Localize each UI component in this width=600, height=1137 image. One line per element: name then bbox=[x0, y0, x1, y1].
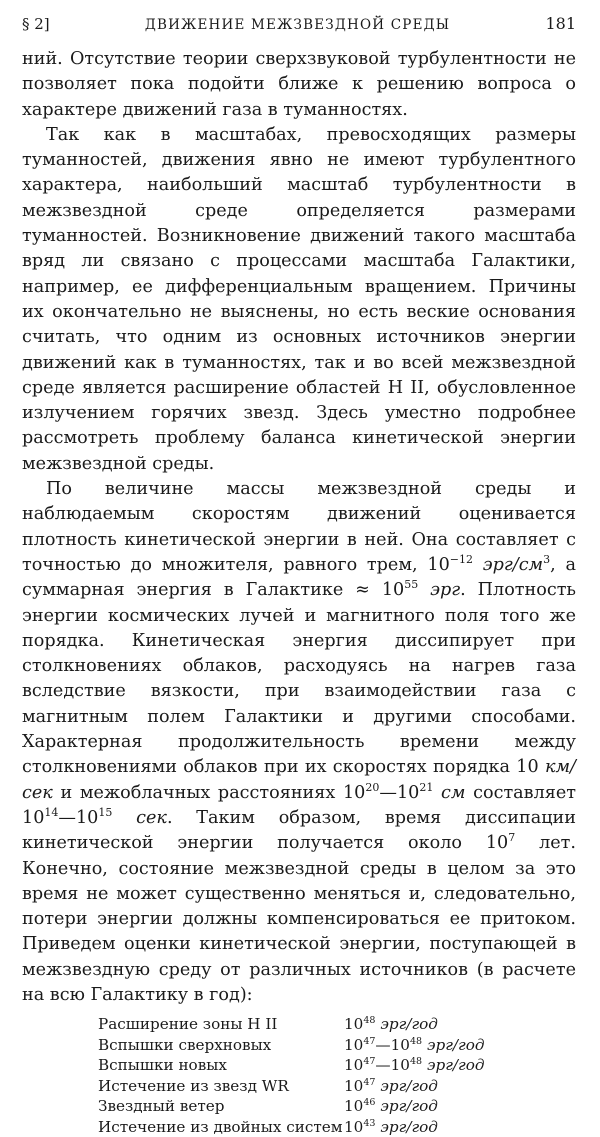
paragraph-turbulence-scale: Так как в масштабах, превосходящих размеры туманностей, движения явно не имеют турбулентного характера, наибольший масштаб турбулентности в межзвездной среде определяется размерами туманностей. Возникновение движений такого масштаба вряд ли связано с процессами масштаба Галактики, например, ее дифференциальным вращением. Причины их окончательно не выяснены, но есть веские основания считать, что одним из основных источников энергии движений как в туманностях, так и во всей межзвездной среде является расширение областей H II, обусловленное излучением горячих звезд. Здесь уместно подробнее рассмотреть проблему баланса кинетической энергии межзвездной среды. bbox=[22, 124, 576, 474]
energy-sources-table bbox=[98, 1014, 576, 1137]
value-base: —10 bbox=[375, 1056, 410, 1075]
text-run: —10 bbox=[379, 782, 420, 803]
exponent: 48 bbox=[363, 1015, 376, 1027]
exponent: 7 bbox=[508, 831, 516, 845]
unit: эрг/год bbox=[427, 1035, 485, 1054]
unit: км/сек bbox=[22, 757, 576, 803]
table-row bbox=[98, 1117, 576, 1137]
energy-value bbox=[344, 1035, 485, 1056]
text-run: . Плотность энергии космических лучей и магнитного поля того же порядка. Кинетическая энергия диссипирует при столкновениях облаков, расходуясь на нагрев газа вследствие вязкости, при взаимодействии газа с магнитным полем Галактики и другими способами. Характерная продолжительность времени между столкновениями облаков при их скоростях порядка 10 bbox=[22, 580, 577, 778]
energy-value bbox=[344, 1076, 438, 1097]
exponent: 14 bbox=[44, 806, 59, 820]
unit: эрг/год bbox=[380, 1076, 438, 1095]
value-base: 10 bbox=[344, 1117, 364, 1136]
value-base: —10 bbox=[375, 1035, 410, 1054]
source-name: Истечение из звезд WR bbox=[98, 1076, 289, 1095]
exponent: 15 bbox=[98, 806, 113, 820]
value-base: 10 bbox=[344, 1015, 364, 1034]
value-base: 10 bbox=[344, 1097, 364, 1116]
text-run: лет. Конечно, состояние межзвездной среды в целом за это время не может существенно меняться и, следовательно, потери энергии должны компенсироваться ее притоком. Приведем оценки кинетической энергии, поступающей в межзвездную среду от различных источников (в расчете на всю Галактику в год): bbox=[22, 833, 576, 1005]
unit: эрг/год bbox=[380, 1015, 438, 1034]
unit: сек bbox=[136, 807, 167, 828]
exponent: 48 bbox=[409, 1035, 423, 1047]
exponent: 47 bbox=[363, 1076, 376, 1088]
text-run: составляет 10 bbox=[22, 782, 576, 828]
exponent: 48 bbox=[409, 1056, 423, 1068]
running-title: ДВИЖЕНИЕ МЕЖЗВЕЗДНОЙ СРЕДЫ bbox=[144, 17, 451, 33]
exponent: 3 bbox=[543, 553, 551, 567]
unit: эрг/см bbox=[482, 554, 544, 575]
text-run: . Таким образом, время диссипации кинетической энергии получается около 10 bbox=[22, 807, 576, 854]
source-name: Истечение из двойных систем bbox=[98, 1117, 343, 1136]
energy-value bbox=[344, 1117, 438, 1137]
exponent: 43 bbox=[363, 1117, 376, 1129]
unit: эрг bbox=[430, 580, 461, 601]
value-base: 10 bbox=[344, 1035, 364, 1054]
exponent: 55 bbox=[404, 578, 419, 592]
body-text bbox=[22, 47, 576, 1008]
unit: эрг/год bbox=[427, 1056, 485, 1075]
value-base: 10 bbox=[344, 1056, 364, 1075]
text-run: и межоблачных расстояниях 10 bbox=[52, 782, 366, 803]
table-row bbox=[98, 1055, 576, 1076]
exponent: 47 bbox=[363, 1056, 376, 1068]
energy-value bbox=[344, 1055, 485, 1076]
source-name: Вспышки сверхновых bbox=[98, 1035, 272, 1054]
unit: эрг/год bbox=[380, 1117, 438, 1136]
energy-value bbox=[344, 1096, 438, 1117]
table-row bbox=[98, 1096, 576, 1117]
running-header bbox=[22, 14, 576, 33]
value-base: 10 bbox=[344, 1076, 364, 1095]
text-run: —10 bbox=[58, 807, 99, 828]
table-row bbox=[98, 1035, 576, 1056]
section-marker: § 2] bbox=[22, 15, 50, 33]
table-row bbox=[98, 1014, 576, 1035]
source-name: Звездный ветер bbox=[98, 1097, 225, 1116]
paragraph-kinetic-energy bbox=[22, 477, 576, 1008]
paragraph-continuation: ний. Отсутствие теории сверхзвуковой турбулентности не позволяет пока подойти ближе к решению вопроса о характере движений газа в туманностях. bbox=[22, 49, 576, 120]
exponent: 47 bbox=[363, 1035, 376, 1047]
source-name: Вспышки новых bbox=[98, 1056, 227, 1075]
exponent: 46 bbox=[363, 1097, 376, 1109]
exponent: 21 bbox=[419, 780, 434, 794]
exponent: 20 bbox=[365, 780, 380, 794]
page-number: 181 bbox=[545, 14, 576, 33]
unit: эрг/год bbox=[380, 1097, 438, 1116]
source-name: Расширение зоны H II bbox=[98, 1015, 278, 1034]
exponent: −12 bbox=[449, 553, 473, 567]
unit: см bbox=[441, 782, 466, 803]
energy-value bbox=[344, 1014, 438, 1035]
text-run: , а суммарная энергия в Галактике ≈ 10 bbox=[22, 554, 576, 601]
text-run: По величине массы межзвездной среды и наблюдаемым скоростям движений оценивается плотность кинетической энергии в ней. Она составляет с точностью до множителя, равного трем, 10 bbox=[22, 479, 576, 575]
table-row bbox=[98, 1076, 576, 1097]
